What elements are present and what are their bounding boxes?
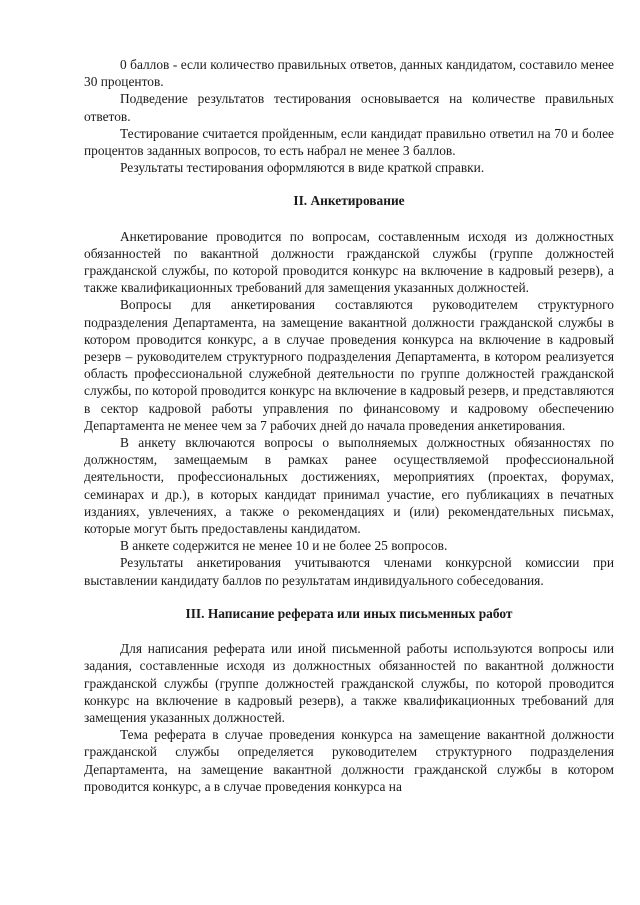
paragraph: Анкетирование проводится по вопросам, составленным исходя из должностных обязанностей по вакантной должности гражданской службы (группе должностей гражданской службы, по которой проводится конкурс на включение в кадровый резерв), а также квалификационных требований для замещения указанных должностей. [84, 228, 614, 296]
paragraph: Результаты тестирования оформляются в виде краткой справки. [120, 160, 485, 176]
paragraph: 0 баллов - если количество правильных ответов, данных кандидатом, составило менее 30 процентов. [84, 57, 614, 90]
paragraph: Вопросы для анкетирования составляются руководителем структурного подразделения Департамента, на замещение вакантной должности гражданской службы в котором проводится конкурс, а в случае проведения конкурса на включение в кадровый резерв – руководителем структурного подразделения Департамента, в котором реализуется область профессиональной служебной деятельности по группе должностей гражданской службы, по которой проводится конкурс на включение в кадровый резерв, и представляются в сектор кадровой работы управления по финансовому и кадровому обеспечению Департамента не менее чем за 7 рабочих дней до начала проведения анкетирования. [84, 297, 614, 433]
paragraph: Тестирование считается пройденным, если кандидат правильно ответил на 70 и более процентов заданных вопросов, то есть набрал не менее 3 баллов. [84, 125, 614, 159]
document-body [84, 56, 614, 795]
paragraph: В анкету включаются вопросы о выполняемых должностных обязанностях по должностям, замещаемым в рамках ранее осуществляемой профессиональной деятельности, профессиональных достижениях, мероприятиях (проектах, форумах, семинарах и др.), в которых кандидат принимал участие, его публикациях в печатных изданиях, увлечениях, а также о рекомендациях и (или) рекомендательных письмах, которые могут быть предоставлены кандидатом. [84, 435, 614, 537]
paragraph: Для написания реферата или иной письменной работы используются вопросы или задания, составленные исходя из должностных обязанностей по вакантной должности гражданской службы (группе должностей гражданской службы, по которой проводится конкурс на включение в кадровый резерв), а также квалификационных требований для замещения указанных должностей. [84, 641, 614, 725]
paragraph: Подведение результатов тестирования основывается на количестве правильных ответов. [84, 91, 614, 124]
section-heading: II. Анкетирование [293, 193, 405, 209]
paragraph: Тема реферата в случае проведения конкурса на замещение вакантной должности гражданской службы определяется руководителем структурного подразделения Департамента, на замещение вакантной должности гражданской службы в котором проводится конкурс, а в случае проведения конкурса на [84, 727, 614, 794]
paragraph: В анкете содержится не менее 10 и не более 25 вопросов. [120, 538, 448, 554]
paragraph: Результаты анкетирования учитываются членами конкурсной комиссии при выставлении кандидату баллов по результатам индивидуального собеседования. [84, 555, 614, 588]
section-heading: III. Написание реферата или иных письменных работ [185, 605, 513, 621]
